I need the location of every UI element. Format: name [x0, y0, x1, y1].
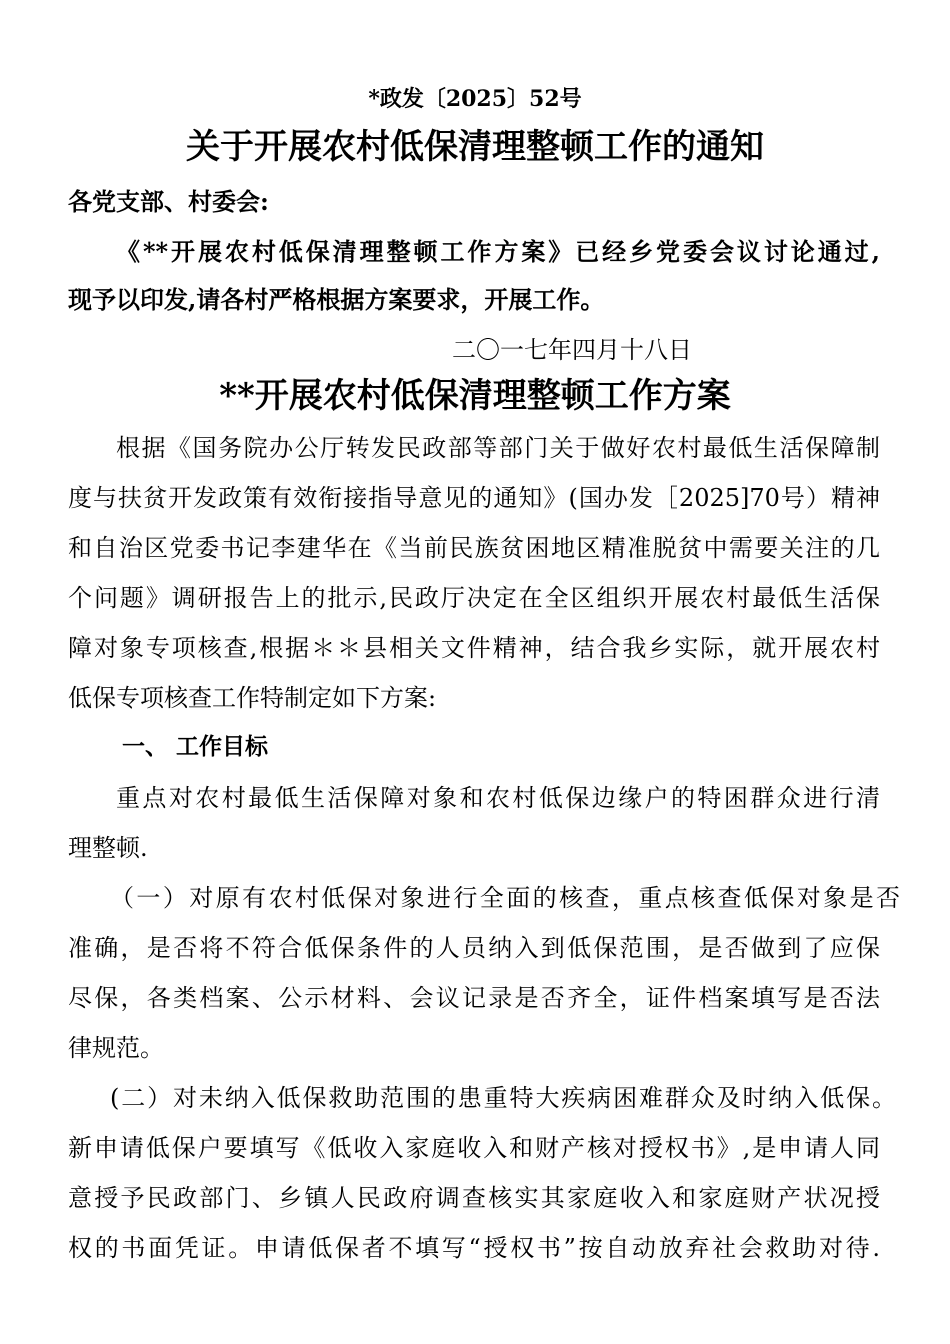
intro-line: 低保专项核查工作特制定如下方案: — [68, 684, 437, 712]
item-line: 尽保，各类档案、公示材料、会议记录是否齐全，证件档案填写是否法 — [68, 984, 880, 1012]
intro-line: 个问题》调研报告上的批示,民政厅决定在全区组织开展农村最低生活保 — [68, 584, 880, 612]
notice-title: 关于开展农村低保清理整顿工作的通知 — [186, 127, 764, 167]
item-line: （一）对原有农村低保对象进行全面的核查，重点核查低保对象是否 — [110, 884, 900, 912]
intro-line: 根据《国务院办公厅转发民政部等部门关于做好农村最低生活保障制 — [116, 434, 880, 462]
intro-line: 障对象专项核查,根据＊＊县相关文件精神，结合我乡实际，就开展农村 — [68, 634, 880, 662]
notice-body-line: 现予以印发,请各村严格根据方案要求，开展工作。 — [68, 285, 605, 314]
document-number: *政发〔2025〕52号 — [368, 86, 582, 112]
intro-line: 度与扶贫开发政策有效衔接指导意见的通知》(国办发［2025]70号）精神 — [68, 484, 880, 512]
section-heading: 一、 工作目标 — [122, 734, 269, 760]
section-line: 理整顿. — [68, 834, 148, 862]
intro-line: 和自治区党委书记李建华在《当前民族贫困地区精准脱贫中需要关注的几 — [68, 534, 880, 562]
item-line: 律规范。 — [68, 1034, 164, 1062]
item-line: 意授予民政部门、乡镇人民政府调查核实其家庭收入和家庭财产状况授 — [68, 1184, 880, 1212]
item-line: 准确，是否将不符合低保条件的人员纳入到低保范围，是否做到了应保 — [68, 934, 880, 962]
addressee: 各党支部、村委会: — [68, 187, 269, 216]
notice-date: 二〇一七年四月十八日 — [452, 336, 692, 364]
item-line: (二）对未纳入低保救助范围的患重特大疾病困难群众及时纳入低保。 — [110, 1084, 896, 1112]
section-line: 重点对农村最低生活保障对象和农村低保边缘户的特困群众进行清 — [116, 784, 880, 812]
plan-title: **开展农村低保清理整顿工作方案 — [219, 376, 731, 416]
item-line: 新申请低保户要填写《低收入家庭收入和财产核对授权书》,是申请人同 — [68, 1134, 880, 1162]
item-line: 权的书面凭证。申请低保者不填写“授权书”按自动放弃社会救助对待. — [68, 1234, 880, 1262]
notice-body-line: 《**开展农村低保清理整顿工作方案》已经乡党委会议讨论通过, — [116, 237, 880, 266]
